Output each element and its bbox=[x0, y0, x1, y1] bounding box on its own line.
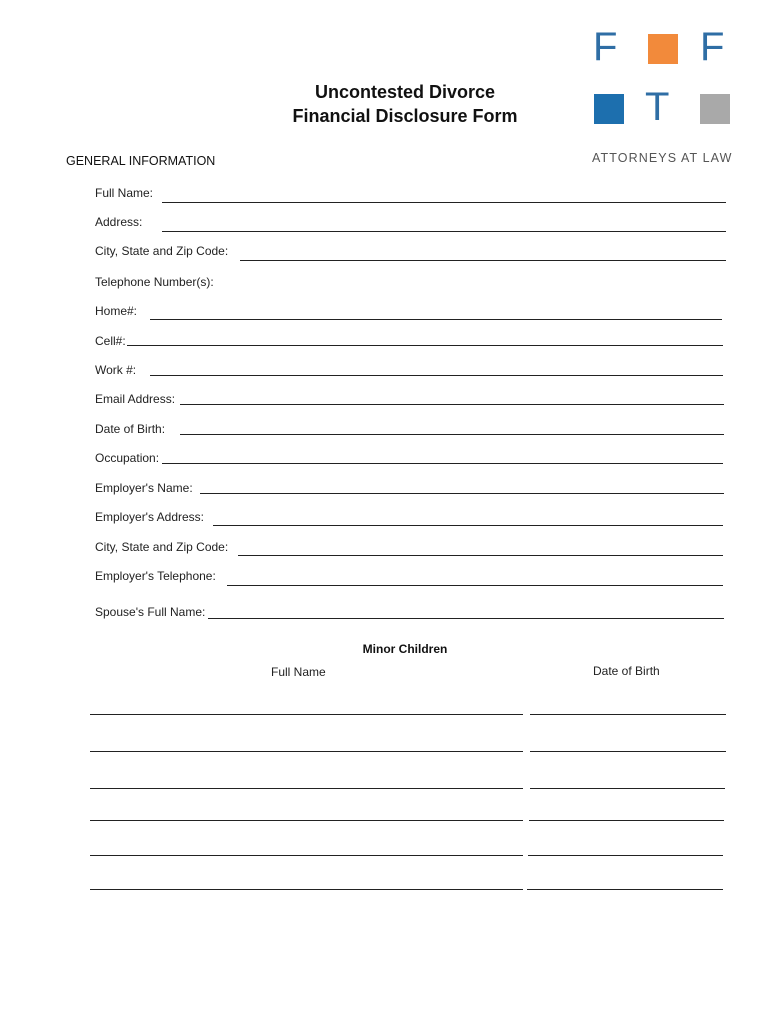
child-2-name-field[interactable] bbox=[90, 751, 523, 752]
employer-city-state-zip-label: City, State and Zip Code: bbox=[95, 540, 229, 554]
form-title-line-1: Uncontested Divorce bbox=[314, 82, 496, 102]
logo-letter-t: T bbox=[645, 85, 670, 129]
logo-orange-square bbox=[648, 34, 678, 64]
employer-address-field[interactable] bbox=[213, 525, 723, 526]
city-state-zip-field[interactable] bbox=[240, 260, 726, 261]
email-label: Email Address: bbox=[95, 392, 176, 406]
logo-letter-f-left: F bbox=[593, 25, 618, 69]
address-label: Address: bbox=[95, 215, 143, 229]
child-3-name-field[interactable] bbox=[90, 788, 523, 789]
child-6-dob-field[interactable] bbox=[527, 889, 723, 890]
cell-phone-field[interactable] bbox=[127, 345, 723, 346]
home-phone-label: Home#: bbox=[95, 304, 138, 318]
child-6-name-field[interactable] bbox=[90, 889, 523, 890]
full-name-label: Full Name: bbox=[95, 186, 154, 200]
minor-children-heading: Minor Children bbox=[362, 642, 448, 656]
logo-blue-square bbox=[594, 94, 624, 124]
child-3-dob-field[interactable] bbox=[530, 788, 725, 789]
address-field[interactable] bbox=[162, 231, 726, 232]
telephone-numbers-label: Telephone Number(s): bbox=[95, 275, 214, 289]
work-phone-field[interactable] bbox=[150, 375, 723, 376]
child-4-dob-field[interactable] bbox=[529, 820, 724, 821]
logo-tagline: ATTORNEYS AT LAW bbox=[592, 151, 733, 165]
full-name-field[interactable] bbox=[162, 202, 726, 203]
form-title-line-2: Financial Disclosure Form bbox=[292, 106, 518, 126]
occupation-field[interactable] bbox=[162, 463, 723, 464]
child-1-name-field[interactable] bbox=[90, 714, 523, 715]
employer-telephone-label: Employer's Telephone: bbox=[95, 569, 216, 583]
employer-name-label: Employer's Name: bbox=[95, 481, 193, 495]
child-2-dob-field[interactable] bbox=[530, 751, 726, 752]
spouse-full-name-field[interactable] bbox=[208, 618, 724, 619]
home-phone-field[interactable] bbox=[150, 319, 722, 320]
child-5-dob-field[interactable] bbox=[528, 855, 723, 856]
email-field[interactable] bbox=[180, 404, 724, 405]
cell-phone-label: Cell#: bbox=[95, 334, 126, 348]
spouse-full-name-label: Spouse's Full Name: bbox=[95, 605, 206, 619]
city-state-zip-label: City, State and Zip Code: bbox=[95, 244, 229, 258]
logo-letter-f-right: F bbox=[700, 25, 725, 69]
employer-name-field[interactable] bbox=[200, 493, 724, 494]
employer-city-state-zip-field[interactable] bbox=[238, 555, 723, 556]
logo-grey-square bbox=[700, 94, 730, 124]
dob-field[interactable] bbox=[180, 434, 724, 435]
minor-children-dob-header: Date of Birth bbox=[593, 664, 660, 678]
employer-address-label: Employer's Address: bbox=[95, 510, 205, 524]
work-phone-label: Work #: bbox=[95, 363, 137, 377]
minor-children-full-name-header: Full Name bbox=[271, 665, 326, 679]
child-5-name-field[interactable] bbox=[90, 855, 523, 856]
occupation-label: Occupation: bbox=[95, 451, 160, 465]
dob-label: Date of Birth: bbox=[95, 422, 166, 436]
child-4-name-field[interactable] bbox=[90, 820, 523, 821]
child-1-dob-field[interactable] bbox=[530, 714, 726, 715]
section-general-information: GENERAL INFORMATION bbox=[66, 154, 216, 168]
employer-telephone-field[interactable] bbox=[227, 585, 723, 586]
